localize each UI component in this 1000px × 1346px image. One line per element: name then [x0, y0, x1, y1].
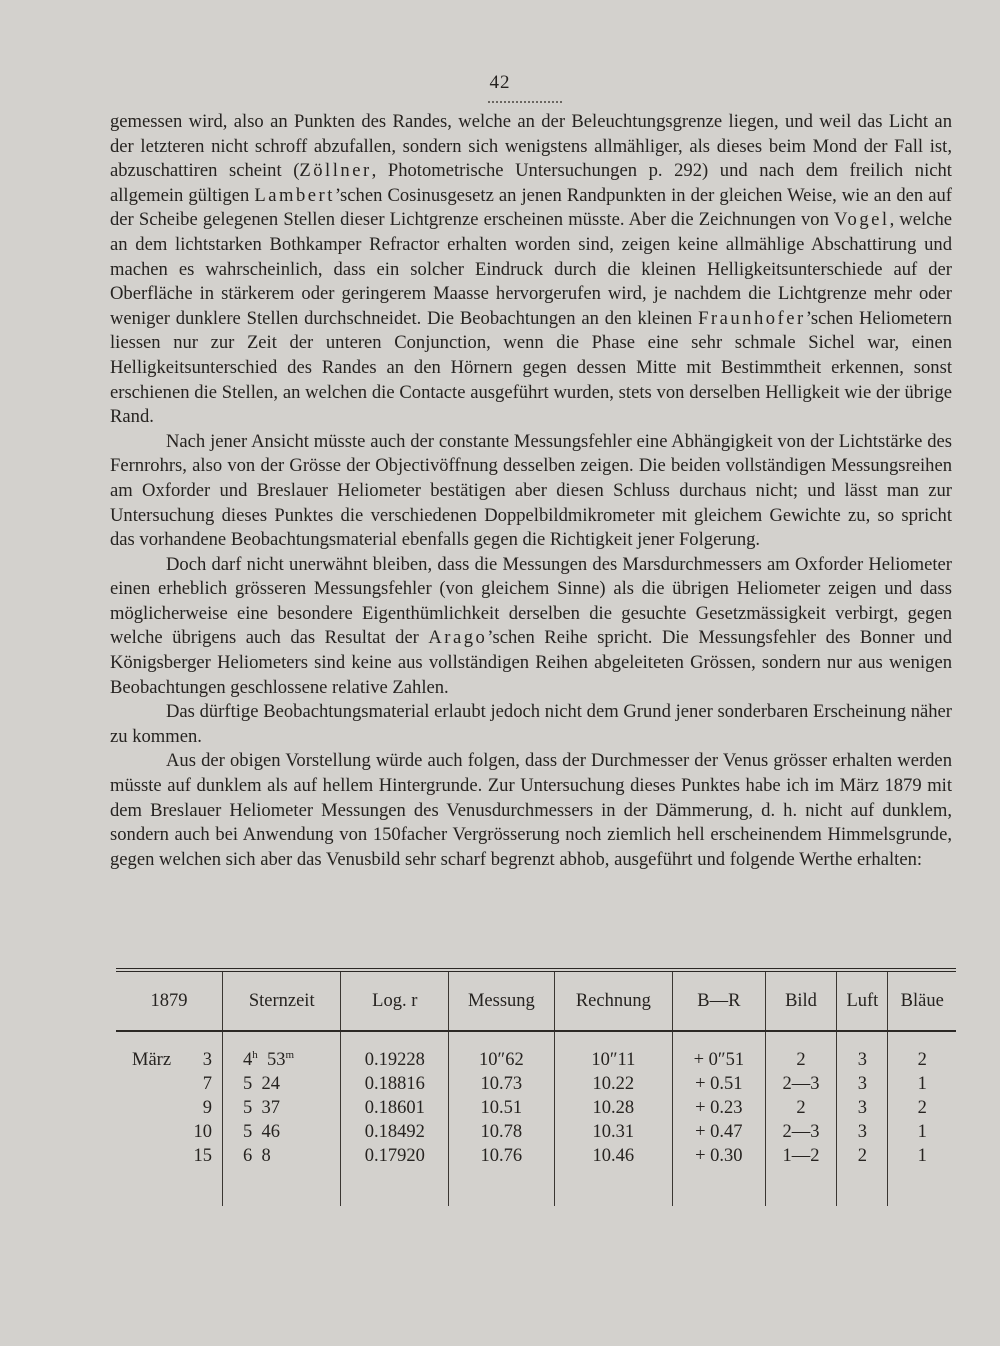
- day: 3: [202, 1049, 212, 1070]
- column-header: Bild: [765, 970, 837, 1031]
- date-cell-inner: [120, 1074, 218, 1095]
- empty-cell: [116, 1031, 223, 1048]
- paragraph: [110, 430, 952, 553]
- empty-cell: [341, 1031, 449, 1048]
- table-row: [116, 1120, 956, 1144]
- log-r-cell: 0.17920: [341, 1144, 449, 1168]
- date-cell: [116, 1120, 223, 1144]
- hours: 5: [243, 1074, 253, 1095]
- minutes: 37: [261, 1098, 280, 1119]
- table-row: [116, 1048, 956, 1072]
- column-header: Rechnung: [554, 970, 672, 1031]
- messung-cell: 10.78: [449, 1120, 555, 1144]
- table-body: [116, 1031, 956, 1206]
- luft-cell: 3: [837, 1048, 888, 1072]
- body-text: [110, 110, 952, 872]
- text-run: Doch darf nicht unerwähnt bleiben, dass die Messungen des Marsdurchmessers am Oxforder Heliometer einen erheblich grösseren Messungsfehler (von gleichem Sinne) als die übrigen Heliometer zeigen und dass möglicherweise eine besondere Eigenthümlichkeit derselben die gesuchte Gesetzmässigkeit verbirgt, gegen welche übrigens auch das Resultat der: [110, 553, 952, 649]
- column-header: B—R: [673, 970, 766, 1031]
- paragraph: [110, 700, 952, 749]
- log-r-cell: 0.18816: [341, 1072, 449, 1096]
- text-run: , welche an dem lichtstarken Bothkamper Refractor erhalten worden sind, zeigen keine allmählige Abschattirung und machen es wahrscheinlich, dass ein solcher Eindruck durch die kleinen Helligkeitsunterschiede auf der Oberfläche in stärkerem oder geringerem Maasse hervorgerufen wird, je nachdem die Lichtgrenze mehr oder weniger dunklere Stellen durchschneidet. Die Beobachtungen an den kleinen: [110, 209, 952, 329]
- column-header: Log. r: [341, 970, 449, 1031]
- column-header: 1879: [116, 970, 223, 1031]
- table-header-row: [116, 970, 956, 1031]
- month: März: [132, 1049, 172, 1070]
- hours: 4: [243, 1050, 253, 1071]
- luft-cell: 3: [837, 1096, 888, 1120]
- sidereal-time-cell: [223, 1096, 341, 1120]
- sidereal-time-cell: [223, 1144, 341, 1168]
- empty-cell: [765, 1168, 837, 1206]
- rechnung-cell: 10″11: [554, 1048, 672, 1072]
- text-run: Nach jener Ansicht müsste auch der constante Messungsfehler eine Abhängigkeit von der Lichtstärke des Fernrohrs, also von der Grösse der Objectivöffnung desselben zeigen. Die beiden vollständigen Messungsreihen am Oxforder und Breslauer Heliometer bestätigen aber diesen Schluss durchaus nicht; und lässt man zur Untersuchung dieses Punktes die verschiedenen Doppelbildmikrometer mit gleichem Gewichte zu, so spricht das vorhandene Beobachtungsmaterial ebenfalls gegen die Richtigkeit jener Folgerung.: [110, 430, 952, 551]
- column-header: Luft: [837, 970, 888, 1031]
- messung-cell: 10.51: [449, 1096, 555, 1120]
- minutes: 46: [261, 1122, 280, 1143]
- sidereal-time-cell: [223, 1072, 341, 1096]
- day: 7: [202, 1073, 212, 1094]
- empty-cell: [673, 1168, 766, 1206]
- blaeue-cell: 1: [888, 1120, 956, 1144]
- luft-cell: 3: [837, 1120, 888, 1144]
- empty-cell: [554, 1168, 672, 1206]
- b-minus-r-cell: + 0.30: [673, 1144, 766, 1168]
- day: 10: [193, 1121, 212, 1142]
- log-r-cell: 0.18601: [341, 1096, 449, 1120]
- text-run: ’schen Reihe spricht. Die Messungsfehler des Bonner und Königsberger Heliometers sind keine aus vollständigen Reihen abgeleiteten Grössen, sondern nur aus wenigen Beobachtungen geschlossene relative Zahlen.: [110, 627, 952, 698]
- blaeue-cell: 1: [888, 1144, 956, 1168]
- page-number: 42: [489, 72, 511, 93]
- rechnung-cell: 10.46: [554, 1144, 672, 1168]
- empty-cell: [449, 1168, 555, 1206]
- sidereal-time-cell: [223, 1048, 341, 1072]
- log-r-cell: 0.18492: [341, 1120, 449, 1144]
- day: 15: [193, 1145, 212, 1166]
- text-run: Das dürftige Beobachtungsmaterial erlaubt jedoch nicht dem Grund jener sonderbaren Erscheinung näher zu kommen.: [110, 701, 952, 747]
- spaced-name: Vogel: [834, 209, 890, 231]
- text-run: gemessen wird, also an Punkten des Randes, welche an der Beleuchtungsgrenze liegen, und weil das Licht an der letzteren nicht schroff abzufallen, sondern sich wenigstens allmähliger, als dieses beim Mond der Fall ist, abzuschattiren scheint (: [110, 111, 952, 182]
- messung-cell: 10.73: [449, 1072, 555, 1096]
- blaeue-cell: 2: [888, 1096, 956, 1120]
- b-minus-r-cell: + 0.23: [673, 1096, 766, 1120]
- empty-cell: [888, 1168, 956, 1206]
- rechnung-cell: 10.31: [554, 1120, 672, 1144]
- empty-cell: [837, 1168, 888, 1206]
- bild-cell: 2—3: [765, 1120, 837, 1144]
- minutes: 53: [267, 1050, 286, 1071]
- venus-diameter-table: [116, 968, 956, 1206]
- date-cell-inner: [120, 1050, 218, 1071]
- hours: 5: [243, 1098, 253, 1119]
- luft-cell: 2: [837, 1144, 888, 1168]
- text-run: , Photometrische Untersuchungen p. 292) und nach dem freilich nicht allgemein gültigen: [110, 160, 952, 206]
- bild-cell: 2—3: [765, 1072, 837, 1096]
- date-cell-inner: [120, 1122, 218, 1143]
- column-header: Messung: [449, 970, 555, 1031]
- blaeue-cell: 1: [888, 1072, 956, 1096]
- date-cell: [116, 1144, 223, 1168]
- messung-cell: 10.76: [449, 1144, 555, 1168]
- hours: 5: [243, 1122, 253, 1143]
- empty-cell: [673, 1031, 766, 1048]
- luft-cell: 3: [837, 1072, 888, 1096]
- paragraph: [110, 749, 952, 872]
- date-cell: [116, 1096, 223, 1120]
- messung-cell: 10″62: [449, 1048, 555, 1072]
- empty-cell: [888, 1031, 956, 1048]
- paragraph: [110, 553, 952, 701]
- bild-cell: 1—2: [765, 1144, 837, 1168]
- day: 9: [202, 1097, 212, 1118]
- text-run: ’schen Cosinusgesetz an jenen Randpunkten in der gleichen Weise, wie an den auf der Scheibe gelegenen Stellen dieser Lichtgrenze erscheinen müsste. Aber die Zeichnungen von: [110, 184, 952, 231]
- spaced-name: Lambert: [254, 184, 335, 206]
- minutes: 24: [261, 1074, 280, 1095]
- minutes: 8: [261, 1146, 271, 1167]
- hours-unit: h: [252, 1048, 258, 1061]
- rechnung-cell: 10.22: [554, 1072, 672, 1096]
- empty-cell: [116, 1168, 223, 1206]
- empty-cell: [765, 1031, 837, 1048]
- empty-cell: [223, 1031, 341, 1048]
- bild-cell: 2: [765, 1048, 837, 1072]
- table-row: [116, 1072, 956, 1096]
- hours: 6: [243, 1146, 253, 1167]
- table-row: [116, 1144, 956, 1168]
- rechnung-cell: 10.28: [554, 1096, 672, 1120]
- sidereal-time-cell: [223, 1120, 341, 1144]
- table-spacer-row: [116, 1168, 956, 1206]
- empty-cell: [341, 1168, 449, 1206]
- text-run: Aus der obigen Vorstellung würde auch folgen, dass der Durchmesser der Venus grösser erhalten werden müsste auf dunklem als auf hellem Hintergrunde. Zur Untersuchung dieses Punktes habe ich im März 1879 mit dem Breslauer Heliometer Messungen des Venusdurchmessers in der Dämmerung, d. h. nicht auf dunklem, sondern auch bei Anwendung von 150facher Vergrösserung noch ziemlich hell erscheinendem Himmelsgrunde, gegen welchen sich aber das Venusbild sehr scharf begrenzt abhob, ausgeführt und folgende Werthe erhalten:: [110, 750, 952, 870]
- table-row: [116, 1096, 956, 1120]
- column-header: Bläue: [888, 970, 956, 1031]
- b-minus-r-cell: + 0.47: [673, 1120, 766, 1144]
- log-r-cell: 0.19228: [341, 1048, 449, 1072]
- spaced-name: Zöllner: [299, 160, 372, 182]
- date-cell-inner: [120, 1146, 218, 1167]
- date-cell: [116, 1072, 223, 1096]
- b-minus-r-cell: + 0.51: [673, 1072, 766, 1096]
- spaced-name: Arago: [428, 627, 488, 649]
- blaeue-cell: 2: [888, 1048, 956, 1072]
- page-number-ornament: [488, 97, 562, 103]
- bild-cell: 2: [765, 1096, 837, 1120]
- date-cell: [116, 1048, 223, 1072]
- date-cell-inner: [120, 1098, 218, 1119]
- paragraph: [110, 110, 952, 430]
- table-spacer-row: [116, 1031, 956, 1048]
- empty-cell: [837, 1031, 888, 1048]
- minutes-unit: m: [285, 1048, 295, 1061]
- b-minus-r-cell: + 0″51: [673, 1048, 766, 1072]
- empty-cell: [449, 1031, 555, 1048]
- column-header: Sternzeit: [223, 970, 341, 1031]
- empty-cell: [223, 1168, 341, 1206]
- empty-cell: [554, 1031, 672, 1048]
- text-run: ’schen Heliometern liessen nur zur Zeit der unteren Conjunction, wenn die Phase eine sehr schmale Sichel war, einen Helligkeitsunterschied des Randes an den Hörnern gegen dessen Mitte mit Bestimmtheit erkennen, sonst erschienen die Stellen, an welchen die Contacte ausgeführt wurden, stets von derselben Helligkeit wie der übrige Rand.: [110, 307, 952, 428]
- spaced-name: Fraunhofer: [698, 307, 806, 329]
